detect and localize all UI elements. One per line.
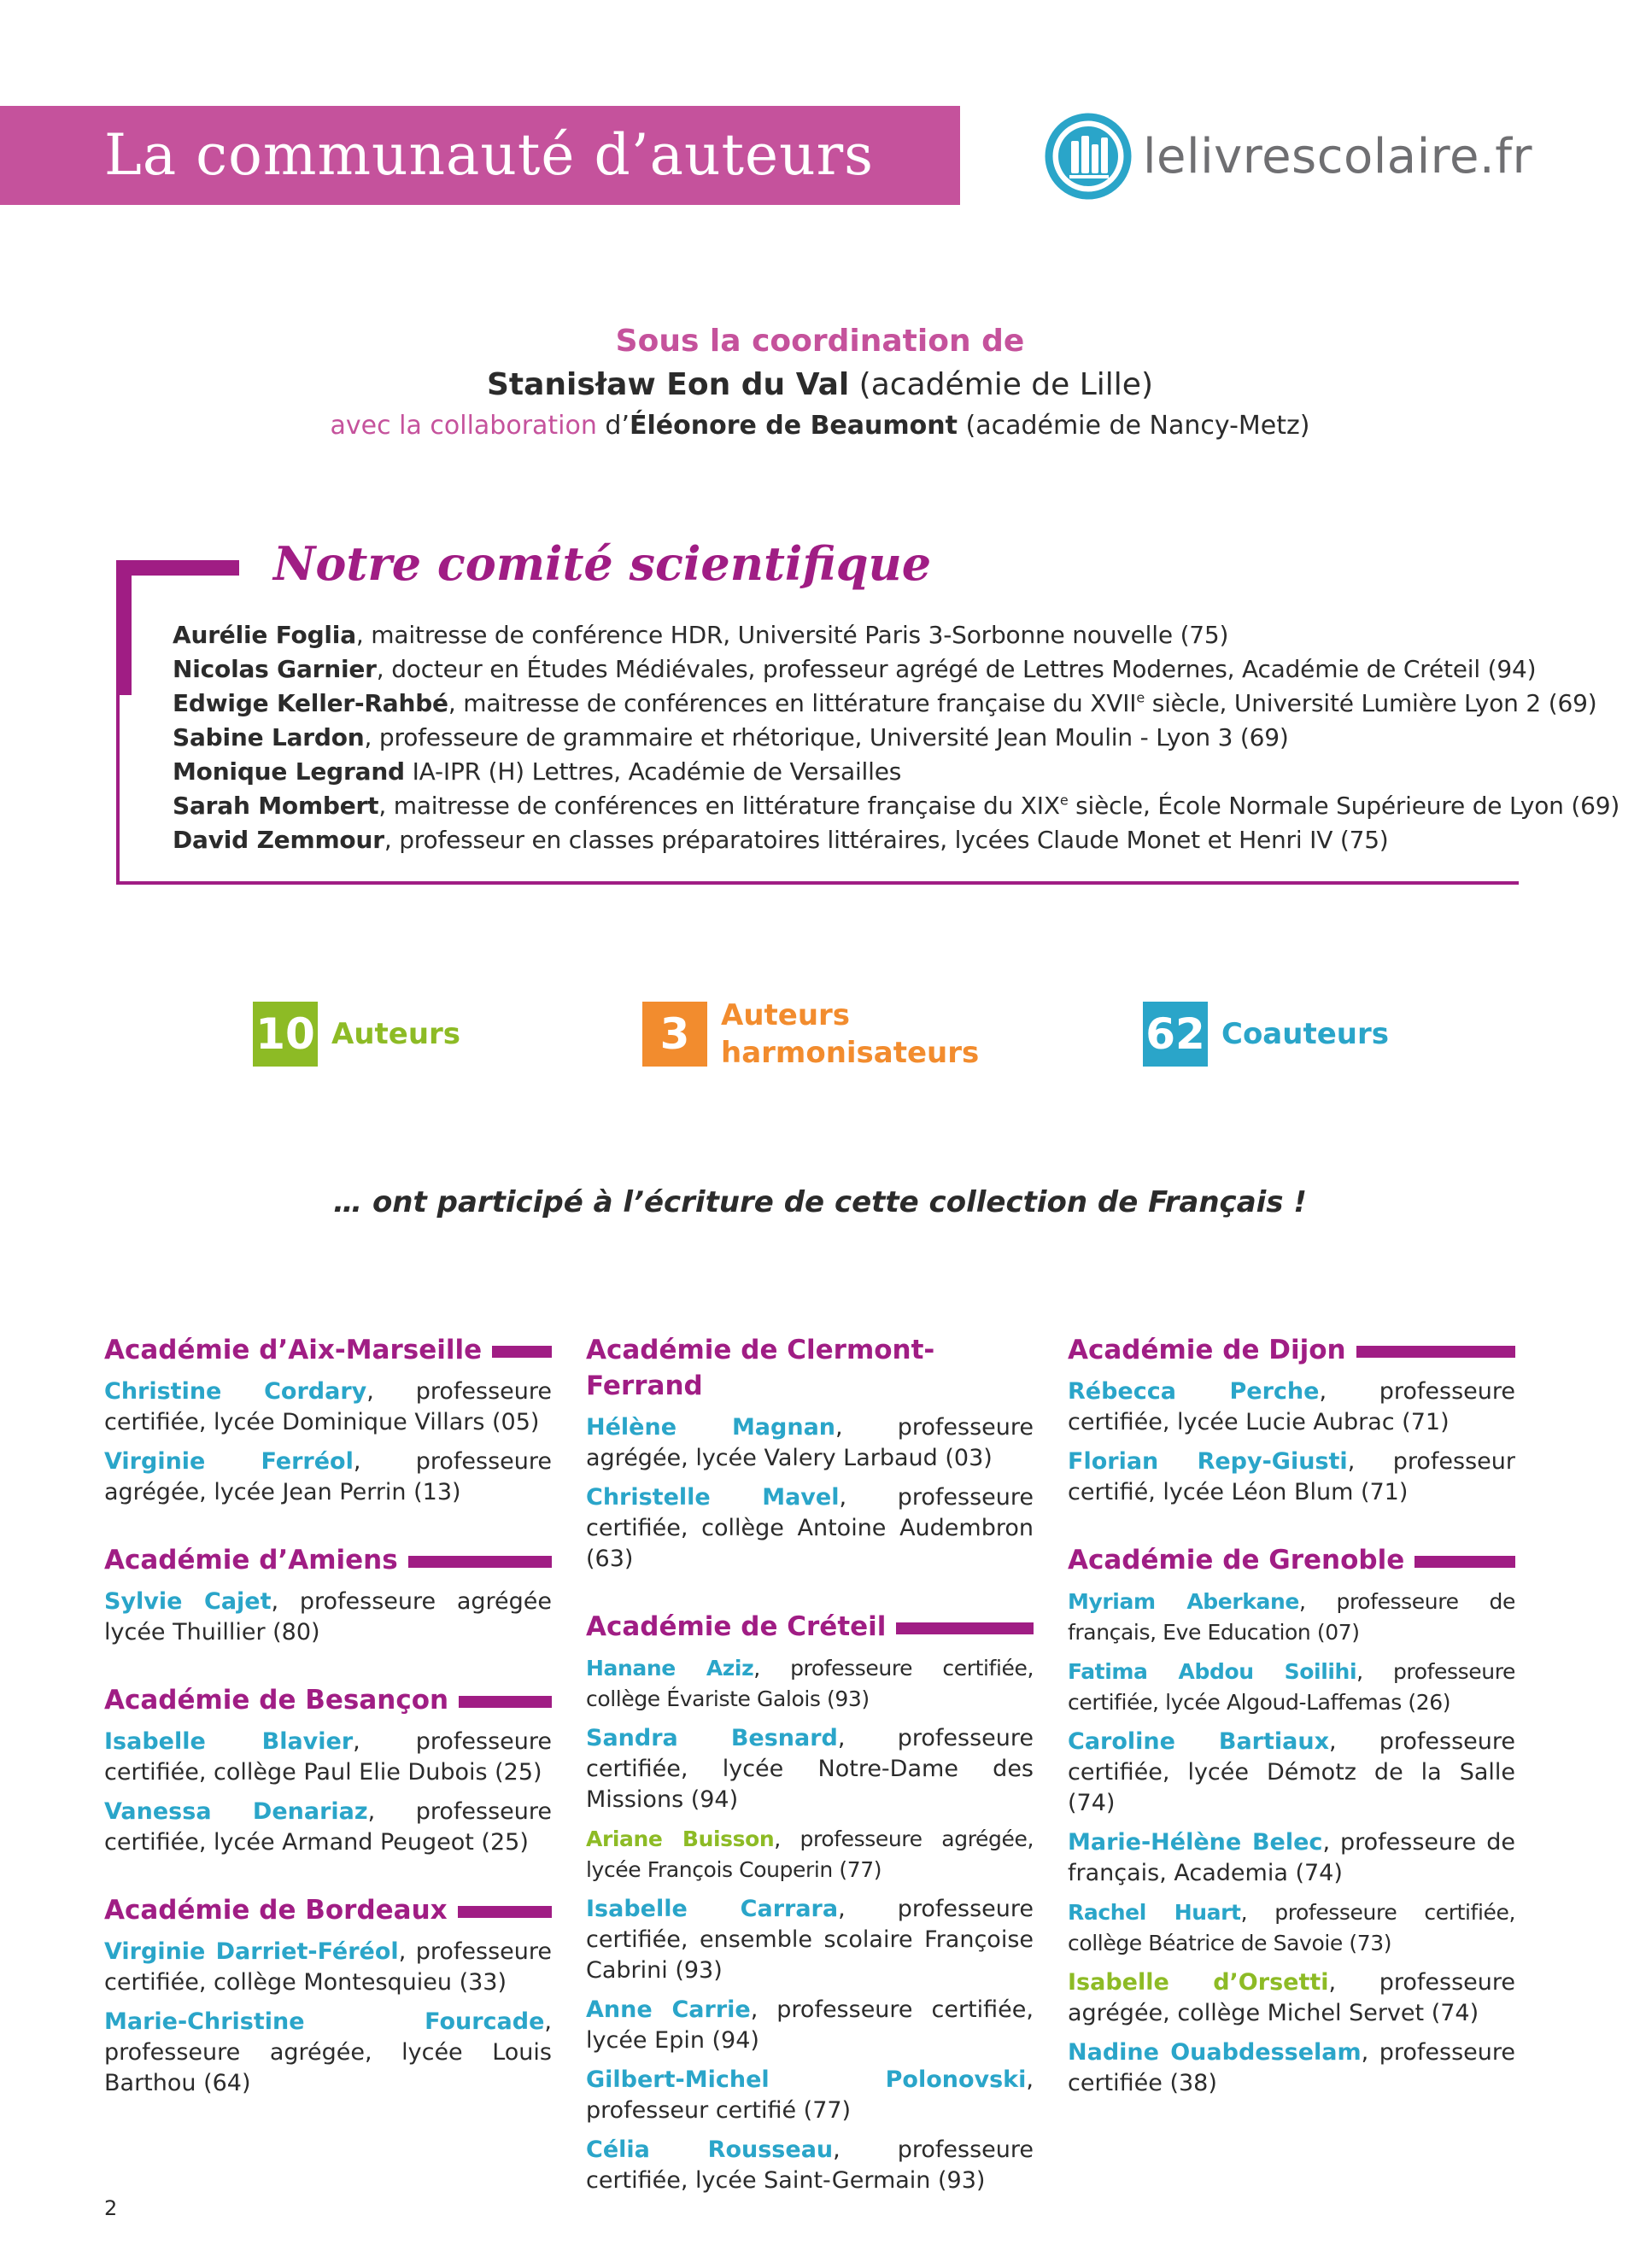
author-desc: , professeure de français, Academia (74) bbox=[1068, 1829, 1515, 1886]
academy-heading bbox=[586, 1609, 1034, 1645]
author-entry bbox=[104, 1727, 552, 1788]
member-name: Sarah Mombert bbox=[173, 792, 379, 820]
committee-member bbox=[173, 823, 1620, 857]
academy-heading bbox=[104, 1332, 552, 1368]
committee-title: Notre comité scientifique bbox=[273, 536, 932, 591]
author-desc: , professeur certifié (77) bbox=[586, 2066, 1034, 2124]
author-desc: , professeure certifiée, lycée Armand Peugeot (25) bbox=[104, 1798, 552, 1856]
author-entry bbox=[586, 2065, 1034, 2126]
author-name: Marie-Christine Fourcade bbox=[104, 2008, 545, 2035]
author-name: Rébecca Perche bbox=[1068, 1378, 1320, 1405]
heading-bar bbox=[1356, 1346, 1515, 1358]
academy-title: Académie d’Amiens bbox=[104, 1545, 398, 1575]
academy-amiens bbox=[104, 1542, 552, 1648]
author-desc: , professeure certifiée, collège Paul Elie Dubois (25) bbox=[104, 1728, 552, 1786]
coordination-heading: Sous la coordination de bbox=[615, 324, 1025, 359]
author-entry bbox=[104, 1377, 552, 1438]
author-name: Hélène Magnan bbox=[586, 1414, 836, 1441]
member-desc-cont: siècle, École Normale Supérieure de Lyon (69) bbox=[1068, 792, 1620, 820]
stat-label-line2: harmonisateurs bbox=[721, 1036, 980, 1070]
logo-text: lelivrescolaire.fr bbox=[1143, 128, 1532, 184]
academy-heading bbox=[104, 1682, 552, 1718]
author-desc: , professeure certifiée, lycée Epin (94) bbox=[586, 1996, 1034, 2054]
author-name: Christelle Mavel bbox=[586, 1484, 840, 1511]
author-entry bbox=[1068, 1447, 1515, 1508]
academy-creteil bbox=[586, 1609, 1034, 2196]
author-name: Célia Rousseau bbox=[586, 2136, 834, 2163]
author-name: Anne Carrie bbox=[586, 1996, 751, 2023]
author-entry bbox=[1068, 1727, 1515, 1819]
page-number: 2 bbox=[104, 2196, 118, 2220]
stat-value: 3 bbox=[642, 1002, 707, 1067]
coordinator bbox=[0, 364, 1640, 406]
superscript: e bbox=[1136, 689, 1145, 706]
author-desc: , professeure certifiée, lycée Saint-Germain (93) bbox=[586, 2136, 1034, 2194]
author-desc: , professeure certifiée, lycée Démotz de la Salle (74) bbox=[1068, 1728, 1515, 1816]
author-desc: , professeure certifiée, lycée Algoud-Laffemas (26) bbox=[1068, 1659, 1516, 1715]
heading-bar bbox=[896, 1622, 1034, 1634]
academy-besancon bbox=[104, 1682, 552, 1858]
author-name: Isabelle Blavier bbox=[104, 1728, 354, 1755]
member-desc: , maitresse de conférences en littérature française du XVII bbox=[448, 689, 1137, 717]
stat-harmonizers bbox=[642, 998, 980, 1070]
author-desc: , professeure agrégée, lycée François Couperin (77) bbox=[586, 1827, 1034, 1882]
coordinator-academy: (académie de Lille) bbox=[849, 367, 1153, 402]
author-desc: , professeure certifiée, collège Évariste Galois (93) bbox=[586, 1656, 1034, 1711]
author-desc: , professeure certifiée, collège Béatrice de Savoie (73) bbox=[1068, 1900, 1515, 1955]
author-name: Vanessa Denariaz bbox=[104, 1798, 368, 1825]
author-entry bbox=[104, 1587, 552, 1648]
author-entry bbox=[1068, 1657, 1515, 1718]
member-name: David Zemmour bbox=[173, 826, 384, 854]
academy-heading bbox=[1068, 1542, 1515, 1578]
heading-bar bbox=[408, 1556, 552, 1568]
stat-label-line1: Auteurs bbox=[721, 998, 851, 1032]
author-entry bbox=[586, 1723, 1034, 1815]
author-name: Nadine Ouabdesselam bbox=[1068, 2039, 1362, 2066]
stat-label: Auteurs bbox=[331, 1017, 461, 1051]
author-name: Florian Repy-Giusti bbox=[1068, 1448, 1348, 1475]
author-desc: , professeure agrégée, lycée Louis Barthou (64) bbox=[104, 2008, 552, 2096]
member-name: Edwige Keller-Rahbé bbox=[173, 689, 448, 717]
academy-title: Académie de Créteil bbox=[586, 1611, 887, 1642]
stat-value: 62 bbox=[1143, 1002, 1208, 1067]
academy-heading bbox=[104, 1542, 552, 1578]
academy-bordeaux bbox=[104, 1892, 552, 2099]
author-entry bbox=[586, 1995, 1034, 2056]
collaborator-academy: (académie de Nancy-Metz) bbox=[957, 411, 1310, 441]
collaboration-prefix: avec la collaboration bbox=[330, 411, 597, 441]
author-entry bbox=[586, 2135, 1034, 2196]
academy-title: Académie de Dijon bbox=[1068, 1335, 1346, 1365]
academy-title: Académie d’Aix-Marseille bbox=[104, 1335, 483, 1365]
member-desc: IA-IPR (H) Lettres, Académie de Versailles bbox=[404, 757, 902, 786]
author-desc: , professeure agrégée, lycée Jean Perrin (13) bbox=[104, 1448, 552, 1505]
author-entry bbox=[1068, 1377, 1515, 1438]
academies-column-1 bbox=[104, 1332, 552, 2133]
author-desc: , professeur certifié, lycée Léon Blum (71) bbox=[1068, 1448, 1515, 1505]
member-desc: , maitresse de conférence HDR, Université Paris 3-Sorbonne nouvelle (75) bbox=[355, 621, 1229, 649]
author-desc: , professeure certifiée, lycée Dominique Villars (05) bbox=[104, 1378, 552, 1435]
author-name: Gilbert-Michel Polonovski bbox=[586, 2066, 1027, 2093]
author-name: Isabelle d’Orsetti bbox=[1068, 1969, 1329, 1996]
author-desc: , professeure certifiée, ensemble scolaire Françoise Cabrini (93) bbox=[586, 1896, 1034, 1984]
author-entry bbox=[586, 1412, 1034, 1474]
heading-bar bbox=[459, 1696, 552, 1708]
academies-column-3 bbox=[1068, 1332, 1515, 2133]
committee-member bbox=[173, 618, 1620, 652]
stat-value: 10 bbox=[253, 1002, 318, 1067]
author-name: Caroline Bartiaux bbox=[1068, 1728, 1330, 1755]
heading-bar bbox=[492, 1346, 552, 1358]
heading-bar bbox=[1414, 1556, 1515, 1568]
author-desc: , professeure agrégée, collège Michel Servet (74) bbox=[1068, 1969, 1515, 2026]
author-desc: , professeure agrégée, lycée Valery Larbaud (03) bbox=[586, 1414, 1034, 1471]
academy-dijon bbox=[1068, 1332, 1515, 1508]
coordination-block bbox=[0, 319, 1640, 446]
collaborator-name: Éléonore de Beaumont bbox=[630, 411, 958, 441]
member-name: Nicolas Garnier bbox=[173, 655, 377, 683]
committee-member bbox=[173, 687, 1620, 721]
tagline: … ont participé à l’écriture de cette collection de Français ! bbox=[333, 1185, 1307, 1219]
collaboration bbox=[0, 406, 1640, 446]
author-name: Fatima Abdou Soilihi bbox=[1068, 1659, 1357, 1684]
academy-title: Académie de Grenoble bbox=[1068, 1545, 1405, 1575]
page-title: La communauté d’auteurs bbox=[104, 122, 875, 188]
author-name: Virginie Ferréol bbox=[104, 1448, 354, 1475]
stat-label bbox=[721, 997, 979, 1072]
academy-clermont-ferrand bbox=[586, 1332, 1034, 1575]
frame-bottom-rule bbox=[116, 881, 1519, 885]
book-shelf-logo-icon bbox=[1044, 112, 1133, 201]
frame-top-bar bbox=[116, 560, 239, 576]
academy-heading bbox=[1068, 1332, 1515, 1368]
author-entry bbox=[586, 1653, 1034, 1715]
coordinator-name: Stanisław Eon du Val bbox=[487, 367, 850, 402]
author-name: Christine Cordary bbox=[104, 1378, 367, 1405]
author-desc: , professeure certifiée, collège Montesquieu (33) bbox=[104, 1938, 552, 1996]
author-entry bbox=[104, 1797, 552, 1858]
author-entry bbox=[586, 1482, 1034, 1575]
author-name: Isabelle Carrara bbox=[586, 1896, 839, 1922]
member-name: Monique Legrand bbox=[173, 757, 405, 786]
member-desc: , professeur en classes préparatoires littéraires, lycées Claude Monet et Henri IV (75) bbox=[384, 826, 1389, 854]
academy-aix-marseille bbox=[104, 1332, 552, 1508]
member-desc: , docteur en Études Médiévales, professeur agrégé de Lettres Modernes, Académie de Créteil (94) bbox=[376, 655, 1537, 683]
author-desc: , professeure certifiée, lycée Notre-Dame des Missions (94) bbox=[586, 1725, 1034, 1813]
author-entry bbox=[104, 2007, 552, 2099]
author-entry bbox=[1068, 2037, 1515, 2099]
committee-member bbox=[173, 652, 1620, 687]
heading-bar bbox=[458, 1906, 552, 1918]
author-entry bbox=[1068, 1827, 1515, 1889]
member-desc: , maitresse de conférences en littérature française du XIX bbox=[378, 792, 1060, 820]
academy-heading bbox=[586, 1332, 1034, 1404]
author-entry bbox=[1068, 1967, 1515, 2029]
author-name: Hanane Aziz bbox=[586, 1656, 754, 1681]
academy-title: Académie de Bordeaux bbox=[104, 1895, 448, 1926]
collaboration-d: d’ bbox=[596, 411, 630, 441]
academy-heading bbox=[104, 1892, 552, 1928]
member-desc: , professeure de grammaire et rhétorique, Université Jean Moulin - Lyon 3 (69) bbox=[364, 723, 1289, 751]
frame-left-thin-bar bbox=[116, 560, 120, 885]
author-entry bbox=[586, 1894, 1034, 1986]
member-name: Aurélie Foglia bbox=[173, 621, 356, 649]
author-name: Virginie Darriet-Féréol bbox=[104, 1938, 399, 1965]
author-entry bbox=[104, 1937, 552, 1998]
logo[interactable] bbox=[1044, 111, 1532, 202]
author-name: Sylvie Cajet bbox=[104, 1588, 272, 1615]
stat-coauthors bbox=[1143, 1001, 1389, 1067]
author-desc: , professeure certifiée (38) bbox=[1068, 2039, 1515, 2096]
academies-column-2 bbox=[586, 1332, 1034, 2230]
author-name: Myriam Aberkane bbox=[1068, 1589, 1299, 1614]
author-desc: , professeure de français, Eve Education (07) bbox=[1068, 1589, 1515, 1645]
academy-grenoble bbox=[1068, 1542, 1515, 2099]
author-entry bbox=[1068, 1587, 1515, 1648]
author-entry bbox=[1068, 1897, 1515, 1959]
academy-title: Académie de Clermont-Ferrand bbox=[586, 1335, 935, 1401]
author-entry bbox=[104, 1447, 552, 1508]
author-name: Marie-Hélène Belec bbox=[1068, 1829, 1323, 1856]
member-name: Sabine Lardon bbox=[173, 723, 365, 751]
member-desc-cont: siècle, Université Lumière Lyon 2 (69) bbox=[1145, 689, 1597, 717]
academy-title: Académie de Besançon bbox=[104, 1685, 449, 1716]
committee-member bbox=[173, 721, 1620, 755]
author-name: Sandra Besnard bbox=[586, 1725, 838, 1751]
author-name: Ariane Buisson bbox=[586, 1827, 775, 1851]
author-name: Rachel Huart bbox=[1068, 1900, 1241, 1925]
author-entry bbox=[586, 1824, 1034, 1885]
author-desc: , professeure certifiée, collège Antoine Audembron (63) bbox=[586, 1484, 1034, 1572]
author-desc: , professeure certifiée, lycée Lucie Aubrac (71) bbox=[1068, 1378, 1515, 1435]
superscript: e bbox=[1059, 792, 1069, 809]
committee-member bbox=[173, 789, 1620, 823]
stat-authors bbox=[253, 1001, 460, 1067]
committee-member bbox=[173, 755, 1620, 789]
committee-list bbox=[173, 618, 1620, 857]
stat-label: Coauteurs bbox=[1221, 1017, 1389, 1051]
author-desc: , professeure agrégée lycée Thuillier (80) bbox=[104, 1588, 552, 1645]
